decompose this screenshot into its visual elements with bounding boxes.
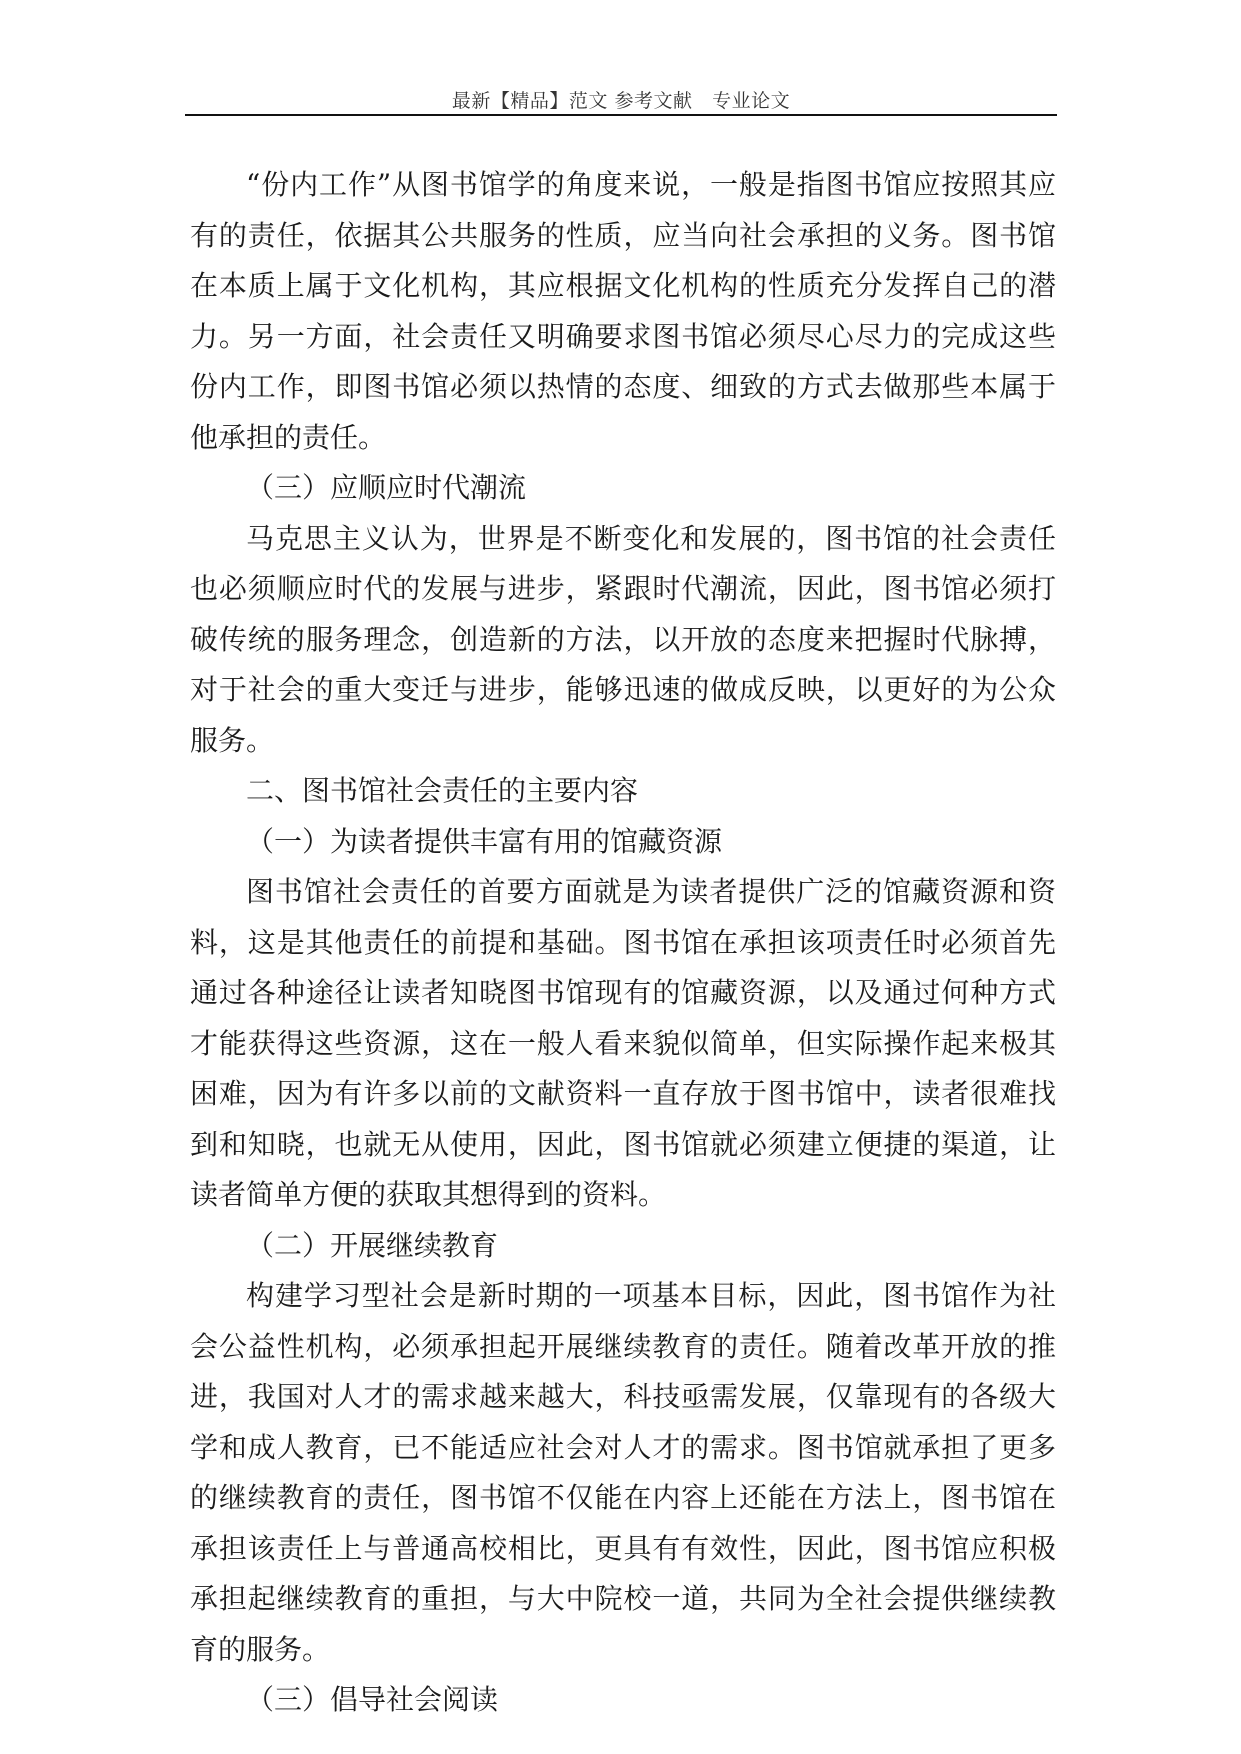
section-heading-collection-resources: （一）为读者提供丰富有用的馆藏资源: [246, 824, 723, 858]
paragraph-collection-resources: 图书馆社会责任的首要方面就是为读者提供广泛的馆藏资源和资料，这是其他责任的前提和基础。图书馆在承担该项责任时必须首先通过各种途径让读者知晓图书馆现有的馆藏资源，以及通过何种方式才能获得这些资源，这在一般人看来貌似简单，但实际操作起来极其困难，因为有许多以前的文献资料一直存放于图书馆中，读者很难找到和知晓，也就无从使用，因此，图书馆就必须建立便捷的渠道，让读者简单方便的获取其想得到的资料。: [190, 875, 1056, 1211]
paragraph-marxism-change: 马克思主义认为，世界是不断变化和发展的，图书馆的社会责任也必须顺应时代的发展与进步，紧跟时代潮流，因此，图书馆必须打破传统的服务理念，创造新的方法，以开放的态度来把握时代脉搏，对于社会的重大变迁与进步，能够迅速的做成反映，以更好的为公众服务。: [190, 521, 1056, 757]
paragraph-duty-work: “份内工作”从图书馆学的角度来说，一般是指图书馆应按照其应有的责任，依据其公共服务的性质，应当向社会承担的义务。图书馆在本质上属于文化机构，其应根据文化机构的性质充分发挥自己的潜力。另一方面，社会责任又明确要求图书馆必须尽心尽力的完成这些份内工作，即图书馆必须以热情的态度、细致的方式去做那些本属于他承担的责任。: [190, 168, 1056, 454]
section-heading-follow-trend: （三）应顺应时代潮流: [246, 471, 527, 504]
paragraph-continuing-education: 构建学习型社会是新时期的一项基本目标，因此，图书馆作为社会公益性机构，必须承担起开展继续教育的责任。随着改革开放的推进，我国对人才的需求越来越大，科技亟需发展，仅靠现有的各级大学和成人教育，已不能适应社会对人才的需求。图书馆就承担了更多的继续教育的责任，图书馆不仅能在内容上还能在方法上，图书馆在承担该责任上与普通高校相比，更具有有效性，因此，图书馆应积极承担起继续教育的重担，与大中院校一道，共同为全社会提供继续教育的服务。: [190, 1279, 1056, 1666]
section-heading-main-content: 二、图书馆社会责任的主要内容: [246, 774, 639, 807]
header-divider: [185, 114, 1057, 116]
section-heading-social-reading: （三）倡导社会阅读: [246, 1683, 499, 1716]
document-body: [190, 160, 1056, 1726]
page-header: 最新【精品】范文 参考文献 专业论文: [451, 90, 791, 112]
section-heading-continuing-education: （二）开展继续教育: [246, 1228, 499, 1262]
